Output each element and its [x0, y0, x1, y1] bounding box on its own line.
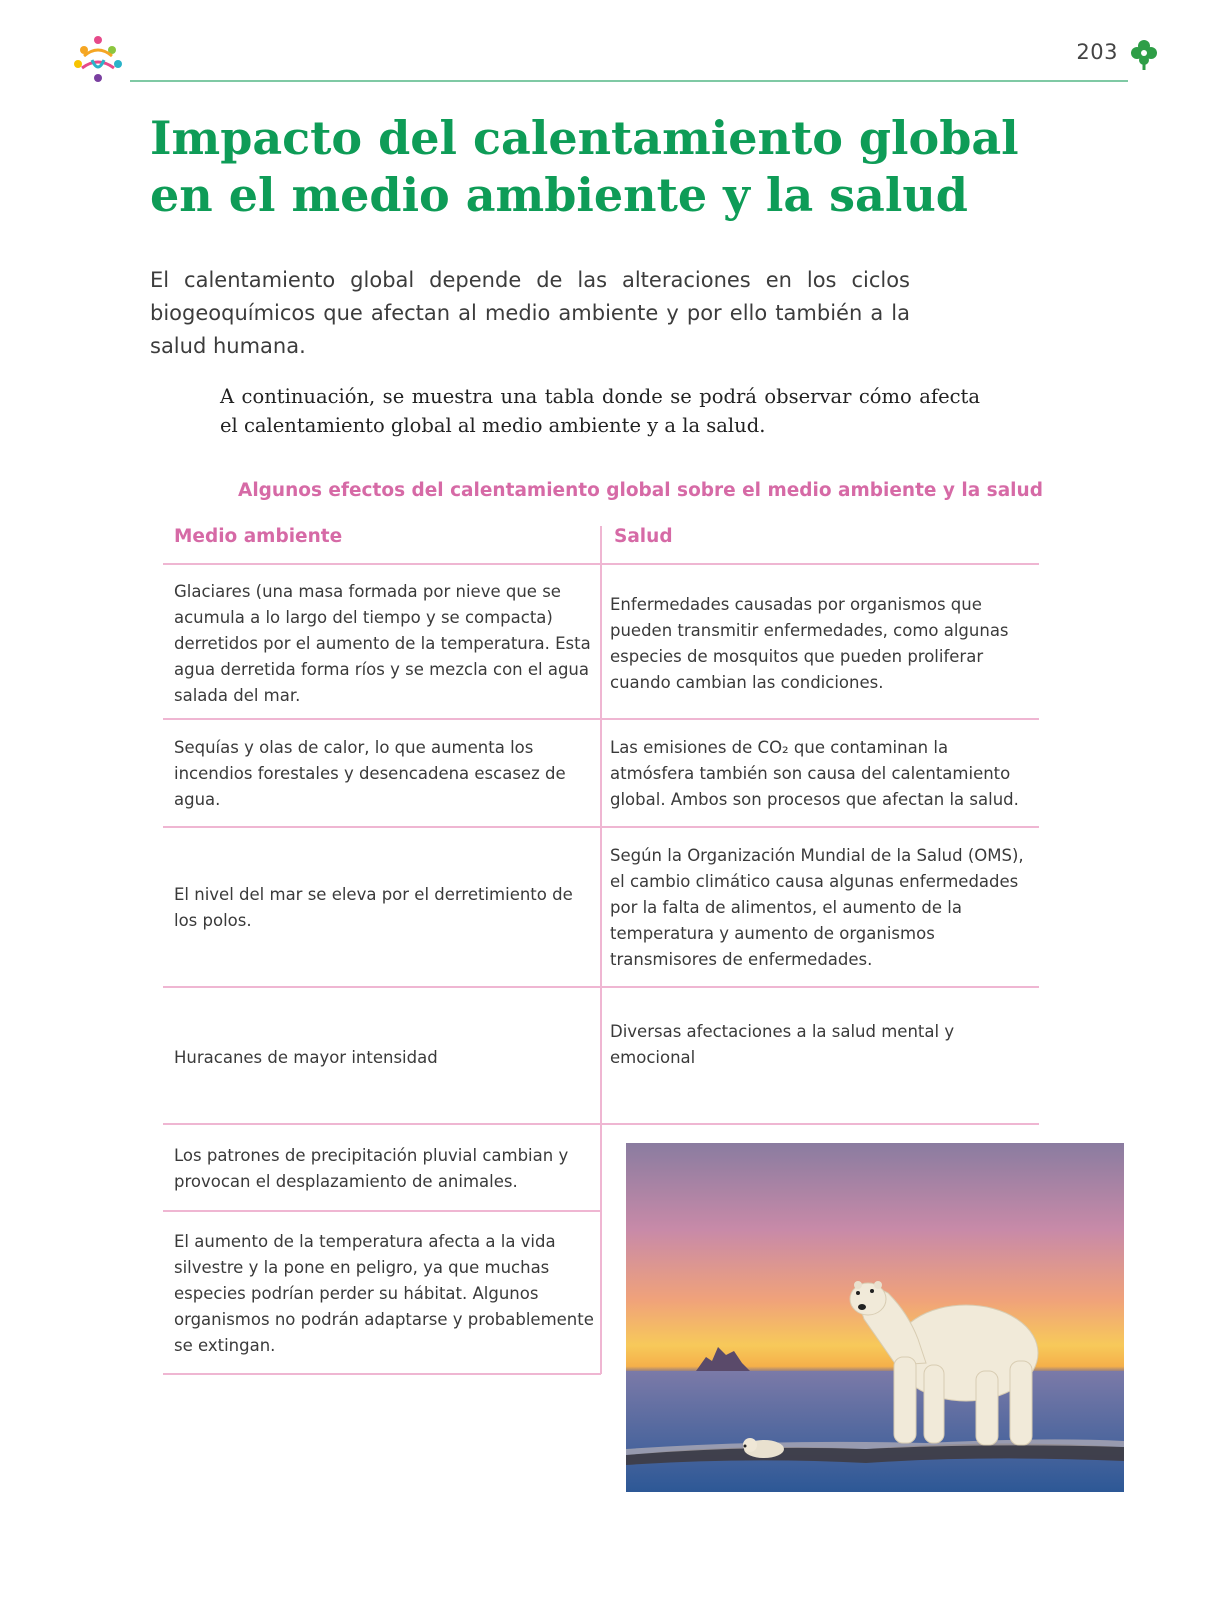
title-line-2: en el medio ambiente y la salud: [150, 168, 968, 222]
table-cell-ambiente-6: El aumento de la temperatura afecta a la vida silvestre y la pone en peligro, ya que muchas especies podrían perder su hábitat. Algunos organismos no podrán adaptarse y probablemente se extingan.: [174, 1232, 594, 1355]
table-cell-ambiente-2: Sequías y olas de calor, lo que aumenta los incendios forestales y desencadena escasez de agua.: [174, 738, 566, 809]
page-number: 203: [1076, 40, 1118, 64]
table-cell-ambiente-5: Los patrones de precipitación pluvial cambian y provocan el desplazamiento de animales.: [174, 1146, 569, 1191]
table-caption: Algunos efectos del calentamiento global sobre el medio ambiente y la salud: [238, 480, 1043, 501]
table-cell-salud-2: Las emisiones de CO₂ que contaminan la atmósfera también son causa del calentamiento global. Ambos son procesos que afectan la salud.: [610, 738, 1019, 809]
polar-bear-photo: [626, 1143, 1124, 1492]
table-cell-salud-3: Según la Organización Mundial de la Salud (OMS), el cambio climático causa algunas enfermedades por la falta de alimentos, el aumento de la temperatura y aumento de organismos transmisores de enfermedades.: [610, 846, 1024, 969]
table-divider: [163, 1373, 601, 1375]
lead-paragraph: A continuación, se muestra una tabla donde se podrá observar cómo afecta el calentamiento global al medio ambiente y a la salud.: [220, 385, 980, 437]
table-cell-ambiente-4: Huracanes de mayor intensidad: [174, 1048, 438, 1067]
table-cell-ambiente-1: Glaciares (una masa formada por nieve que se acumula a lo largo del tiempo y se compacta) derretidos por el aumento de la temperatura. Esta agua derretida forma ríos y se mezcla con el agua salada del mar.: [174, 582, 591, 705]
table-divider: [163, 1210, 601, 1212]
table-cell-ambiente-3: El nivel del mar se eleva por el derretimiento de los polos.: [174, 885, 573, 930]
header-divider: [130, 80, 1128, 82]
header-medio-ambiente: Medio ambiente: [174, 526, 343, 547]
table-cell-salud-1: Enfermedades causadas por organismos que pueden transmitir enfermedades, como algunas especies de mosquitos que pueden proliferar cuando cambian las condiciones.: [610, 595, 1009, 692]
title-line-1: Impacto del calentamiento global: [150, 111, 1019, 165]
green-clover-icon: [1130, 38, 1158, 70]
table-column-divider: [600, 526, 602, 1124]
page-title: [150, 110, 1050, 224]
colorful-dots-logo-icon: [72, 34, 124, 84]
header-salud: Salud: [614, 526, 673, 547]
table-column-divider: [600, 1123, 602, 1374]
intro-paragraph: El calentamiento global depende de las alteraciones en los ciclos biogeoquímicos que afectan al medio ambiente y por ello también a la salud humana.: [150, 268, 910, 358]
table-cell-salud-4: Diversas afectaciones a la salud mental y emocional: [610, 1022, 955, 1067]
